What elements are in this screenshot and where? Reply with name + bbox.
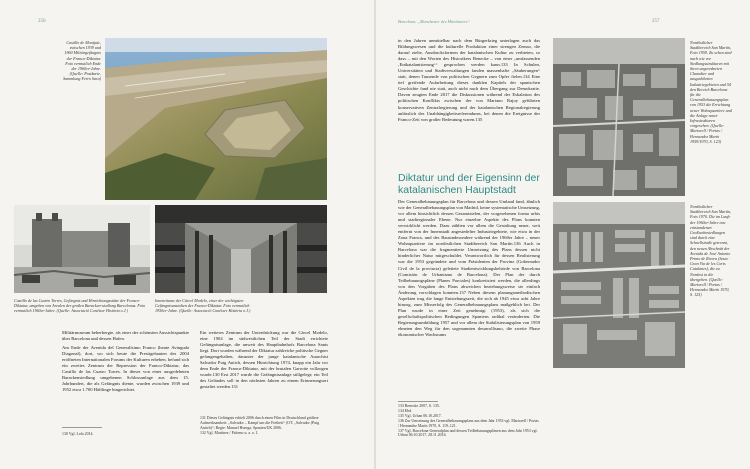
book-gutter	[374, 0, 376, 469]
san-martin-1970-photo	[553, 202, 685, 368]
left-col1-paragraph: Am Ende der Avenida del Generalísimo Franco (heute Avinguda Diagonal), dort, wo sich heute die Prestigebauten des 2004 eröffneten Internationalen Forums der Kulturen erheben, befand sich ein zweites Zentrum der Repression der Franco-Diktatur, das Castillo de las Cuatro Torres. In dieser von einer ausgedehnten Barackensiedlung umgebenen Schlossanlage aus dem 15. Jahrhundert, die als Gefängnis diente, wurden zwischen 1939 und 1952 etwa 1.700 Häftlinge hingerichtet.	[62, 345, 189, 393]
aerial-photo-caption: Castillo de Montjuïc, zwischen 1939 und 1960 Militärgefängnis der Franco-Diktatur. Foto vermutlich Ende der 1960er-Jahre. (Quelle: Postkarte, Sammlung Ferro Sara)	[63, 40, 101, 82]
footnote-136: 136 Zur Umsetzung des Generalbebauungsplans aus dem Jahr 1953 vgl. Martorell / Portas / Hernandez Marín 1970, S. 119–121.	[398, 418, 539, 428]
interior-photo-caption: Innenräume der Cárcel Modelo, einer der wichtigsten Gefängnisanstalten der Franco-Diktatur. Foto vermutlich 1950er-Jahre. (Quelle: Associació Conéixer Història o.J.)	[155, 298, 251, 314]
left-col2-paragraph: Ein weiteres Zentrum der Unterdrückung war die Cárcel Modelo, eine 1904 im südwestlichen Teil der Stadt errichtete Gefängnisanlage, die unweit des Hauptbahnhofs Barcelona Sants liegt. Dort wurden während der Diktatur zahlreiche politische Gegner gefangengehalten, darunter der junge katalanische Anarchist Salvador Puig Antich, dessen Hinrichtung 1974, knapp ein Jahr vor dem Ende der Franco-Diktatur, mit der brutalen Garrotte vollzogen wurde.130 Erst 2017 wurde die Gefängnisanlage stillgelegt; ein Teil des Geländes soll in den nächsten Jahren zu einem Erinnerungsort gestaltet werden.131	[200, 330, 328, 390]
footnote-132: 132 Vgl. Martínez / Palomo u. a. o. J.	[200, 430, 259, 435]
footnote-137: 137 Vgl. Barcelona-Generalplan und dessen Teilbebauungsplänen aus dem Jahr 1953 vgl. Urban 06.10.2017, 28.11.2016.	[398, 428, 538, 438]
right-footnotes	[398, 404, 540, 438]
section-heading: Diktatur und der Eigensinn der katalanischen Hauptstadt	[398, 172, 540, 196]
footnote-133: 133 Benecke 2007, S. 135.	[398, 404, 440, 408]
right-page-column-1	[398, 38, 540, 126]
san-martin-1959-image	[553, 38, 685, 196]
left-col1-paragraph: Militärmuseum beherbergte, als einer der schönsten Aussichtspunkte über Barcelona und dessen Hafen.	[62, 330, 189, 342]
footnote-131: 131 Dieses Gefängnis erhielt 2006 durch einen Film in Deutschland größere Aufmerksamkeit: „Salvador – Kampf um die Freiheit“ (OT: „Salvador (Puig Antich)“; Regie: Manuel Huerga, Spanien/UK 2006.	[200, 416, 320, 430]
footnote-135: 135 Vgl. Urban 06.10.2017.	[398, 413, 442, 418]
right-col1-paragraph: in den Jahren unmittelbar nach dem Bürgerkrieg unterlagen auch das Bildungswesen und die kulturelle Produktion einer strengen Zensur, die darauf zielte, Ausdrucksformen der katalanischen Kultur zu verbieten, so dass – mit den Worten des Historikers Benecke – von einer „umfassenden ‚Entkatalanisierung‘“ gesprochen werden kann.133 In Schulen, Universitäten und Stadtverwaltungen fanden massenhafte „Säuberungen“ statt, denen Tausende von politischen Gegnern zum Opfer fielen.134 Eine tief greifende Aufarbeitung dieses dunklen Kapitels der spanischen Geschichte fand nie statt, auch nicht nach dem Übergang zur Demokratie. Davon zeugten Ende 2017 die Diskussionen während der Eskalation des politischen Konflikts zwischen der von Mariano Rajoy geführten konservativen Zentralregierung und der katalanischen Regionalregierung anlässlich des Unabhängigkeitsreferendums, bei denen die Ereignisse der Franco-Zeit von großer Bedeutung waren.135	[398, 38, 540, 122]
san-martin-1959-photo	[553, 38, 685, 196]
right-col2-paragraph: Der Generalbebauungsplan für Barcelona und dessen Umland fand, ähnlich wie der Generalbebauungsplan von Madrid, keine systematische Umsetzung, vor allem hinsichtlich dessen Gesamtzielen, der vorgesehenen forma urbis und stadtregionaler Ebene. Nur einzelne Aspekte des Plans konnten verwirklicht werden. Dazu zählten vor allem die Gestaltung neuer, weit entfernt von der Innenstadt angesiedelter Industriegebiete, wie etwa in der Zona Franca, und des Bausindesondere während der 1960er Jahre – neuer Wohnquartiere im nordöstlichen Stadtbereich San Martín.136 Auch in Barcelona war die fragmentierte Umsetzung des Plans dessen nicht hinderlicher Natur mitgeschuldet. Verantwortlich für dessen Realisierung war die 1953 gegründete und vom Präsidenten der Provinz (Gobernador Civil de la provincia) geleitete Stadtentwicklungsbehörde von Barcelona (Comisión de Urbanismo de Barcelona). Der Plan der durch Teilbebauungspläne (Planes Parciales) konkretisiert werden, die allerdings von den Vorgaben des Plans abweichen beziehungsweise sie einfach Änderung vorschlagen konnten.137 Neben diesem planungsmethodischen Aspekten trug die lange Entstehungszeit, die sich ab 1945 etwa acht Jahre hinzog, zum Misserfolg des Generalbebauungsplans maßgeblich bei. Der Plan wurde in einer Zeit genehmigt (1953), als sich die gesellschaftspolitischen Bedingungen Spaniens radikal veränderten. Die Regierungsumbildung 1957 und vor allem der Stabilisierungsplan von 1959 ebneten den Weg für den sogenannten desarrollismo, die zweite Phase ökonomischer Wachstums	[398, 199, 540, 338]
left-footnote-130: 130 Vgl. Lola 2014.	[62, 432, 94, 436]
right-footnote-rule	[398, 401, 438, 402]
san-martin-1970-caption: Nordöstlicher Stadtbereich San Martín, Foto 1970. Die im Laufe der 1960er-Jahre neu entstandenen Großwohnsiedlungen sind durch eine Schnellstraße getrennt, den neuen Abschnitt der Avenida de José Antonio Primo de Rivera (heute Gran Via de les Corts Catalanes), die zu Nordost in die übergehen. (Quelle: Martorell / Portas / Hernandez Marín 1970, S. 125)	[690, 204, 732, 298]
left-footnotes-131-132	[200, 416, 328, 436]
montjuic-aerial-photo	[105, 38, 327, 200]
left-page-column-1	[62, 330, 189, 396]
san-martin-1970-image	[553, 202, 685, 368]
castle-cuatro-torres-photo	[14, 205, 150, 293]
castle-photo-caption: Castillo de las Cuatro Torres, Gefängnis und Hinrichtungsstätte der Franco-Diktatur, umgeben von Arealen der großen Baracken-siedlung Barcelonas. Foto vermutlich 1960er-Jahre. (Quelle: Associació Conéixer Història o.J.)	[14, 298, 146, 314]
right-page-column-2	[398, 199, 540, 341]
castle-photo-image	[14, 205, 150, 293]
right-page-number: 257	[652, 19, 660, 24]
left-footnote-rule	[62, 427, 102, 428]
aerial-photo-image	[105, 38, 327, 200]
interior-photo-image	[155, 205, 327, 293]
left-page-column-2	[200, 330, 328, 393]
carcel-modelo-interior-photo	[155, 205, 327, 293]
left-page-number: 256	[38, 19, 46, 24]
running-head: Barcelona: „Manchester des Mittelmeers“	[398, 19, 470, 24]
san-martin-1959-caption: Nordöstlicher Stadtbereich San Martín, Foto 1959. Zu sehen sind nach wie vor Siedlungsstrukturen mit ihren ungeordneten Charakter und ausgedehnten Industriegebieten und 54 den Bereich Barcelona für die Generalbebauungsplan von 1953 die Errichtung neuer Wohnquartiere und die Anlage neuer Infrastrukturen vorgesehen. (Quelle: Martorell / Portas / Hernandez Marín 1959/1970, S. 123)	[690, 40, 732, 144]
footnote-134: 134 Ebd.	[398, 408, 413, 413]
